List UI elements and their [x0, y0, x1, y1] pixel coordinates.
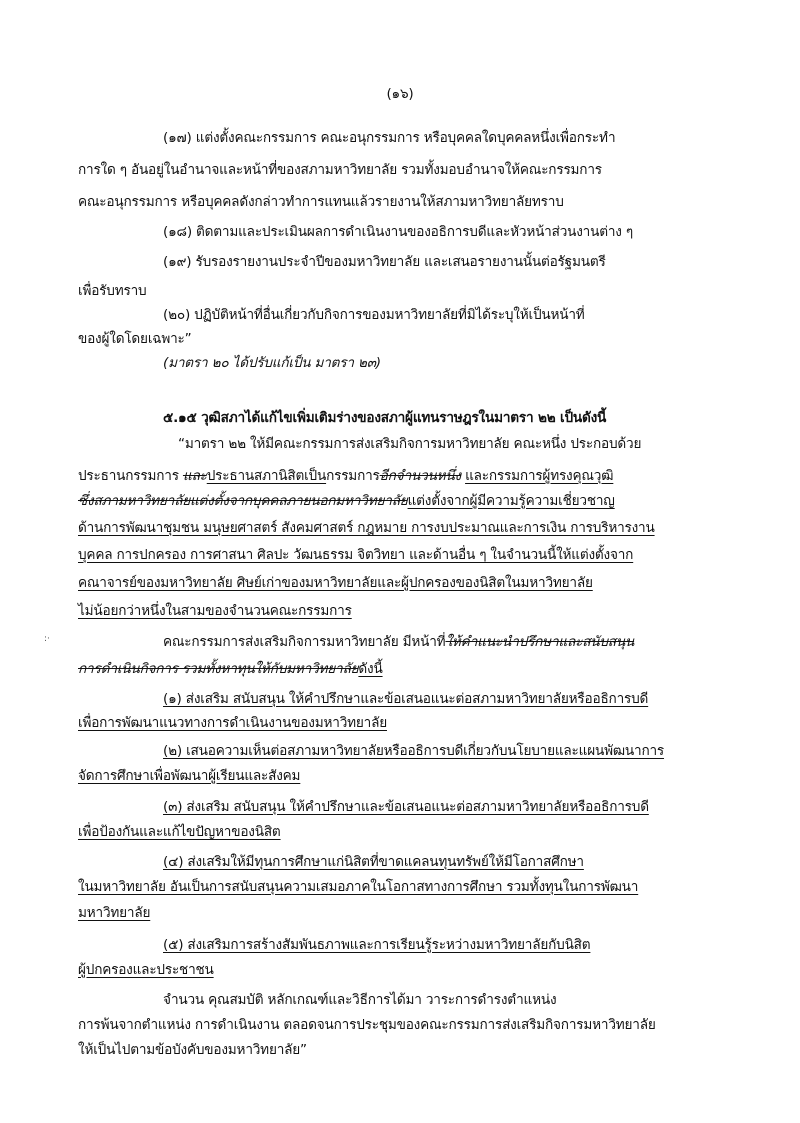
text-run: (๑๙) รับรองรายงานประจำปีของมหาวิทยาลัย และเสนอรายงานนั้นต่อรัฐมนตรี — [163, 254, 606, 270]
text-run: (มาตรา ๒๐ ได้ปรับแก้เป็น มาตรา ๒๓) — [163, 355, 381, 371]
underlined-text: แต่งตั้งจากผู้มีความรู้ความเชี่ยวชาญ — [407, 493, 615, 509]
text-run: การใด ๆ อันอยู่ในอำนาจและหน้าที่ของสภามหาวิทยาลัย รวมทั้งมอบอำนาจให้คณะกรรมการ — [78, 162, 602, 178]
text-run: คณะกรรมการส่งเสริมกิจการมหาวิทยาลัย มีหน้าที่ — [163, 634, 446, 650]
paragraph-line — [163, 990, 556, 1010]
struck-text: ให้คำแนะนำปรึกษาและสนับสนุน — [445, 634, 635, 650]
underlined-text: เพื่อการพัฒนาแนวทางการดำเนินงานของมหาวิทยาลัย — [78, 715, 387, 731]
paragraph-line — [78, 545, 633, 565]
paragraph-line — [163, 128, 615, 148]
paragraph-line — [163, 305, 585, 325]
text-run: ของผู้ใดโดยเฉพาะ” — [78, 331, 192, 347]
list-item-line — [163, 741, 664, 761]
text-run: (๑๘) ติดตามและประเมินผลการดำเนินงานของอธิการบดีและหัวหน้าส่วนงานต่าง ๆ — [163, 224, 633, 240]
paragraph-line — [78, 573, 593, 593]
underlined-text: (๒) เสนอความเห็นต่อสภามหาวิทยาลัยหรืออธิการบดีเกี่ยวกับนโยบายและแผนพัฒนาการ — [163, 743, 665, 759]
underlined-text: ด้านการพัฒนาชุมชน มนุษยศาสตร์ สังคมศาสตร์ กฎหมาย การงบประมาณและการเงิน การบริหารงาน — [78, 520, 655, 536]
text-run: การพ้นจากตำแหน่ง การดำเนินงาน ตลอดจนการประชุมของคณะกรรมการส่งเสริมกิจการมหาวิทยาลัย — [78, 1017, 656, 1033]
paragraph-line — [178, 434, 641, 454]
section-heading — [163, 408, 606, 428]
paragraph-line — [78, 1015, 656, 1035]
text-run: “มาตรา ๒๒ ให้มีคณะกรรมการส่งเสริมกิจการมหาวิทยาลัย คณะหนึ่ง ประกอบด้วย — [178, 436, 642, 452]
paragraph-line — [78, 329, 191, 349]
list-item-line — [78, 903, 150, 923]
paragraph-line — [78, 518, 655, 538]
underlined-text: และกรรมการผู้ทรงคุณวุฒิ — [465, 468, 614, 484]
text-run: ๕.๑๕ วุฒิสภาได้แก้ไขเพิ่มเติมร่างของสภาผู้แทนราษฎรในมาตรา ๒๒ เป็นดังนี้ — [163, 410, 607, 426]
paragraph-line — [78, 601, 352, 621]
list-item-line — [163, 935, 590, 955]
text-run: คณะอนุกรรมการ หรือบุคคลดังกล่าวทำการแทนแล้วรายงานให้สภามหาวิทยาลัยทราบ — [78, 194, 564, 210]
paragraph-line — [78, 466, 613, 486]
text-run: เพื่อรับทราบ — [78, 283, 147, 299]
underlined-text: จัดการศึกษาเพื่อพัฒนาผู้เรียนและสังคม — [78, 768, 301, 784]
underlined-text: ไม่น้อยกว่าหนึ่งในสามของจำนวนคณะกรรมการ — [78, 603, 352, 619]
stray-mark: :· — [44, 634, 50, 644]
paragraph-line — [78, 160, 602, 180]
text-run: ประธานกรรมการ — [78, 468, 183, 484]
underlined-text: ผู้ปกครองและประชาชน — [78, 962, 214, 978]
underlined-text: เพื่อป้องกันและแก้ไขปัญหาของนิสิต — [78, 824, 281, 840]
struck-text: อีกจำนวนหนึ่ง — [379, 468, 461, 484]
paragraph-line — [78, 659, 383, 679]
underlined-text: (๕) ส่งเสริมการสร้างสัมพันธภาพและการเรียนรู้ระหว่างมหาวิทยาลัยกับนิสิต — [163, 937, 591, 953]
page-number: (๑๖) — [386, 86, 414, 102]
text-run: จำนวน คุณสมบัติ หลักเกณฑ์และวิธีการได้มา วาระการดำรงตำแหน่ง — [163, 992, 557, 1008]
amendment-note — [163, 353, 381, 373]
underlined-text: คณาจารย์ของมหาวิทยาลัย ศิษย์เก่าของมหาวิทยาลัยและผู้ปกครองของนิสิตในมหาวิทยาลัย — [78, 575, 593, 591]
paragraph-line — [78, 1040, 307, 1060]
struck-text: การดำเนินกิจการ รวมทั้งหาทุนให้กับมหาวิทยาลัย — [78, 661, 359, 677]
paragraph-line — [163, 632, 634, 652]
underlined-text: ในมหาวิทยาลัย อันเป็นการสนับสนุนความเสมอภาคในโอกาสทางการศึกษา รวมทั้งทุนในการพัฒนา — [78, 879, 639, 895]
paragraph-line — [78, 192, 564, 212]
text-run: (๑๗) แต่งตั้งคณะกรรมการ คณะอนุกรรมการ หรือบุคคลใดบุคคลหนึ่งเพื่อกระทำ — [163, 130, 616, 146]
paragraph-line — [163, 252, 606, 272]
list-item-line — [78, 713, 387, 733]
list-item-line — [163, 689, 648, 709]
struck-text: ซึ่งสภามหาวิทยาลัยแต่งตั้งจากบุคคลภายนอกมหาวิทยาลัย — [78, 493, 408, 509]
list-item-line — [163, 797, 649, 817]
text-run: ให้เป็นไปตามข้อบังคับของมหาวิทยาลัย” — [78, 1042, 307, 1058]
text-run: (๒๐) ปฏิบัติหน้าที่อื่นเกี่ยวกับกิจการของมหาวิทยาลัยที่มิได้ระบุให้เป็นหน้าที่ — [163, 307, 585, 323]
text-run: กรรมการ — [326, 468, 380, 484]
underlined-text: ประธานสภานิสิตเป็น — [206, 468, 327, 484]
list-item-line — [78, 766, 300, 786]
underlined-text: มหาวิทยาลัย — [78, 905, 151, 921]
struck-text: และ — [182, 468, 207, 484]
underlined-text: (๓) ส่งเสริม สนับสนุน ให้คำปรึกษาและข้อเสนอแนะต่อสภามหาวิทยาลัยหรืออธิการบดี — [163, 799, 649, 815]
underlined-text: (๑) ส่งเสริม สนับสนุน ให้คำปรึกษาและข้อเสนอแนะต่อสภามหาวิทยาลัยหรืออธิการบดี — [163, 691, 649, 707]
paragraph-line — [78, 491, 615, 511]
underlined-text: ดังนี้ — [358, 661, 383, 677]
list-item-line — [78, 877, 638, 897]
underlined-text: (๔) ส่งเสริมให้มีทุนการศึกษาแก่นิสิตที่ขาดแคลนทุนทรัพย์ให้มีโอกาสศึกษา — [163, 854, 584, 870]
paragraph-line — [163, 222, 633, 242]
list-item-line — [78, 822, 281, 842]
underlined-text: บุคคล การปกครอง การศาสนา ศิลปะ วัฒนธรรม จิตวิทยา และด้านอื่น ๆ ในจำนวนนี้ให้แต่งตั้งจาก — [78, 547, 634, 563]
list-item-line — [163, 852, 584, 872]
paragraph-line — [78, 281, 146, 301]
list-item-line — [78, 960, 214, 980]
